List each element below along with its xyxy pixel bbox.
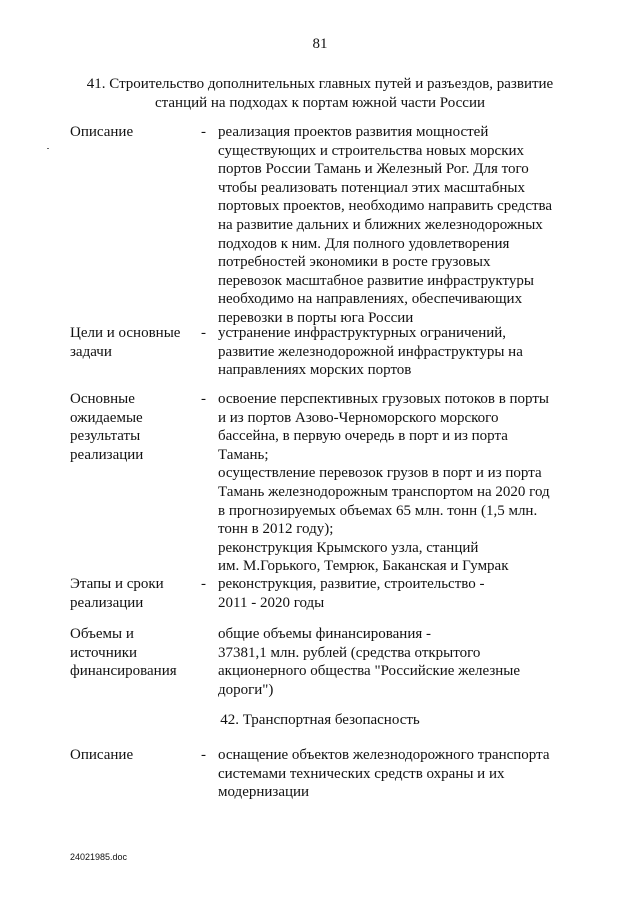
row-dash: - <box>201 576 206 592</box>
row-value: устранение инфраструктурных ограничений, развитие железнодорожной инфраструктуры на направлениях морских портов <box>218 325 523 379</box>
row-value: реконструкция, развитие, строительство - 2011 - 2020 годы <box>218 576 485 611</box>
row-label: Описание <box>70 124 134 140</box>
row-value: общие объемы финансирования - 37381,1 млн. рублей (средства открытого акционерного общества "Российские железные дороги") <box>218 626 521 698</box>
row-value: оснащение объектов железнодорожного транспорта системами технических средств охраны и их модернизации <box>218 747 550 801</box>
section-41-title <box>0 75 640 113</box>
row-label: Цели и основные задачи <box>70 325 181 360</box>
row-label: Этапы и сроки реализации <box>70 576 164 611</box>
row-label: Основные ожидаемые результаты реализации <box>70 391 144 463</box>
page-number: 81 <box>312 36 328 52</box>
row-label: Объемы и источники финансирования <box>70 626 177 680</box>
row-dash: - <box>201 391 206 407</box>
footer-filename: 24021985.doc <box>70 852 128 862</box>
row-dash: - <box>201 124 206 140</box>
row-dash: - <box>201 747 206 763</box>
row-label: Описание <box>70 747 134 763</box>
row-value: освоение перспективных грузовых потоков в порты и из портов Азово-Черноморского морского бассейна, в первую очередь в порт и из порта Тамань; осуществление перевозок грузов в порт и из порта Тамань железнодорожным транспортом на 2020 год в прогнозируемых объемах 65 млн. тонн (1,5 млн. тонн в 2012 году); реконструкция Крымского узла, станций им. М.Горького, Темрюк, Баканская и Гумрак <box>218 391 550 575</box>
section-42-title: 42. Транспортная безопасность <box>220 712 420 728</box>
scan-speck <box>47 148 49 149</box>
row-value: реализация проектов развития мощностей существующих и строительства новых морских портов России Тамань и Железный Рог. Для того чтобы реализовать потенциал этих масштабных портовых проектов, необходимо направить средства на развитие дальних и ближних железнодорожных подходов к ним. Для полного удовлетворения потребностей экономики в росте грузовых перевозок масштабное развитие инфраструктуры необходимо на направлениях, обеспечивающих перевозки в порты юга России <box>218 124 553 326</box>
section-41-title-line-1: 41. Строительство дополнительных главных путей и разъездов, развитие <box>86 76 554 92</box>
row-dash: - <box>201 325 206 341</box>
section-41-title-line-2: станций на подходах к портам южной части России <box>154 95 486 111</box>
